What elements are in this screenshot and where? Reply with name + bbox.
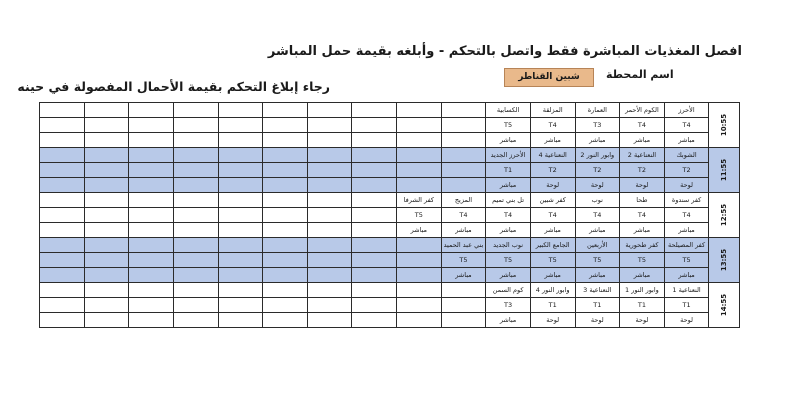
table-cell: مباشر xyxy=(530,268,575,283)
table-cell: مباشر xyxy=(664,223,709,238)
table-cell: T5 xyxy=(620,253,665,268)
table-cell: T4 xyxy=(620,208,665,223)
table-cell xyxy=(307,268,352,283)
table-cell xyxy=(441,118,486,133)
time-slot-cell xyxy=(709,238,740,283)
table-cell: مباشر xyxy=(575,268,620,283)
table-cell xyxy=(441,178,486,193)
table-cell: وابور النور 2 xyxy=(575,148,620,163)
table-cell: المزيج xyxy=(441,193,486,208)
table-cell xyxy=(263,103,308,118)
table-cell xyxy=(129,313,174,328)
table-cell xyxy=(263,238,308,253)
table-cell: كفر سندوة xyxy=(664,193,709,208)
table-row xyxy=(40,253,740,268)
table-cell xyxy=(307,118,352,133)
table-cell xyxy=(40,208,85,223)
table-cell xyxy=(307,193,352,208)
table-cell xyxy=(397,148,442,163)
table-cell xyxy=(129,178,174,193)
table-cell: T5 xyxy=(530,253,575,268)
table-cell xyxy=(352,223,397,238)
table-row xyxy=(40,103,740,118)
table-cell xyxy=(441,163,486,178)
table-cell xyxy=(84,133,129,148)
table-cell xyxy=(397,163,442,178)
table-cell xyxy=(218,118,263,133)
table-cell: كفر المصيلحة xyxy=(664,238,709,253)
table-cell: بني عبد الحميد xyxy=(441,238,486,253)
table-cell: مباشر xyxy=(575,223,620,238)
table-row xyxy=(40,268,740,283)
load-shedding-table xyxy=(39,102,740,328)
table-cell xyxy=(218,208,263,223)
table-cell xyxy=(40,178,85,193)
table-cell xyxy=(40,268,85,283)
table-cell xyxy=(352,268,397,283)
table-cell xyxy=(397,118,442,133)
table-cell xyxy=(129,268,174,283)
table-row xyxy=(40,313,740,328)
table-cell: T2 xyxy=(575,163,620,178)
table-cell xyxy=(84,238,129,253)
table-cell xyxy=(173,208,218,223)
table-cell: النعناعية 4 xyxy=(530,148,575,163)
table-cell xyxy=(173,253,218,268)
table-cell: T4 xyxy=(575,208,620,223)
table-cell xyxy=(352,193,397,208)
table-cell xyxy=(218,298,263,313)
table-cell xyxy=(352,313,397,328)
table-cell: T4 xyxy=(530,118,575,133)
table-cell xyxy=(40,298,85,313)
table-cell: كفر شبين xyxy=(530,193,575,208)
table-row xyxy=(40,118,740,133)
table-cell xyxy=(84,313,129,328)
table-cell xyxy=(129,103,174,118)
table-cell xyxy=(40,193,85,208)
table-cell: T2 xyxy=(664,163,709,178)
table-cell xyxy=(218,223,263,238)
table-cell: مباشر xyxy=(530,133,575,148)
table-cell xyxy=(218,163,263,178)
table-cell xyxy=(40,103,85,118)
table-cell xyxy=(307,223,352,238)
table-cell: النعناعية 3 xyxy=(575,283,620,298)
table-cell: T1 xyxy=(664,298,709,313)
table-cell: النعناعية 1 xyxy=(664,283,709,298)
table-cell xyxy=(173,163,218,178)
table-cell: الأحرز xyxy=(664,103,709,118)
table-row xyxy=(40,193,740,208)
table-row xyxy=(40,298,740,313)
table-cell xyxy=(84,208,129,223)
table-cell: T4 xyxy=(486,208,531,223)
time-slot-label: 13:55 xyxy=(720,248,729,272)
table-cell: لوحة xyxy=(620,313,665,328)
table-cell: الكسابية xyxy=(486,103,531,118)
table-cell xyxy=(129,118,174,133)
page-title: افصل المغذيات المباشرة فقط واتصل بالتحكم - وأبلغه بقيمة حمل المباشر xyxy=(267,44,742,59)
table-cell: نوب الجديد xyxy=(486,238,531,253)
table-cell: تل بني تميم xyxy=(486,193,531,208)
table-cell: وابور النور 1 xyxy=(620,283,665,298)
table-cell xyxy=(263,163,308,178)
table-cell: T4 xyxy=(664,208,709,223)
table-cell xyxy=(218,133,263,148)
table-cell xyxy=(307,103,352,118)
table-cell xyxy=(40,118,85,133)
table-cell xyxy=(40,163,85,178)
table-cell: العمارة xyxy=(575,103,620,118)
table-cell xyxy=(441,283,486,298)
table-cell: مباشر xyxy=(441,268,486,283)
table-cell: T5 xyxy=(441,253,486,268)
table-cell xyxy=(352,238,397,253)
time-slot-label: 14:55 xyxy=(720,293,729,317)
table-cell: T4 xyxy=(620,118,665,133)
table-cell xyxy=(352,163,397,178)
page-subtitle: رجاء إبلاغ التحكم بقيمة الأحمال المفصولة في حينه xyxy=(17,79,330,94)
table-cell: لوحة xyxy=(530,313,575,328)
table-cell xyxy=(307,163,352,178)
table-cell xyxy=(40,238,85,253)
table-cell xyxy=(173,133,218,148)
table-row xyxy=(40,148,740,163)
table-cell xyxy=(441,148,486,163)
table-cell xyxy=(129,298,174,313)
table-cell: T3 xyxy=(486,298,531,313)
table-cell xyxy=(40,133,85,148)
table-row xyxy=(40,283,740,298)
table-cell xyxy=(397,178,442,193)
table-cell xyxy=(84,148,129,163)
time-slot-label: 11:55 xyxy=(720,158,729,182)
table-cell: لوحة xyxy=(664,313,709,328)
table-cell xyxy=(441,103,486,118)
table-cell xyxy=(84,253,129,268)
table-cell xyxy=(263,178,308,193)
table-cell xyxy=(263,193,308,208)
table-cell xyxy=(218,313,263,328)
table-cell xyxy=(307,253,352,268)
table-cell: T5 xyxy=(664,253,709,268)
time-slot-label: 12:55 xyxy=(720,203,729,227)
table-cell xyxy=(84,268,129,283)
table-cell xyxy=(84,298,129,313)
table-cell: T1 xyxy=(530,298,575,313)
table-cell xyxy=(397,238,442,253)
table-cell xyxy=(173,238,218,253)
table-cell: مباشر xyxy=(486,133,531,148)
table-cell: الأربعين xyxy=(575,238,620,253)
table-cell xyxy=(263,253,308,268)
table-cell: مباشر xyxy=(486,268,531,283)
table-cell: كفر طحورية xyxy=(620,238,665,253)
table-row xyxy=(40,238,740,253)
table-cell xyxy=(397,283,442,298)
table-cell xyxy=(129,163,174,178)
table-cell: لوحة xyxy=(575,313,620,328)
table-cell: الأحرز الجديد xyxy=(486,148,531,163)
table-cell xyxy=(129,253,174,268)
table-cell: T5 xyxy=(486,253,531,268)
table-cell xyxy=(397,253,442,268)
table-cell xyxy=(84,178,129,193)
table-cell xyxy=(40,253,85,268)
table-cell: الكوم الأحمر xyxy=(620,103,665,118)
table-cell xyxy=(218,253,263,268)
table-cell xyxy=(307,238,352,253)
table-cell xyxy=(307,178,352,193)
table-cell: T3 xyxy=(575,118,620,133)
table-cell xyxy=(40,313,85,328)
table-cell xyxy=(173,118,218,133)
table-cell xyxy=(352,133,397,148)
table-cell xyxy=(218,268,263,283)
table-cell: مباشر xyxy=(486,313,531,328)
table-cell: T2 xyxy=(530,163,575,178)
table-cell xyxy=(173,268,218,283)
time-slot-cell xyxy=(709,103,740,148)
table-cell: مباشر xyxy=(620,268,665,283)
table-cell xyxy=(307,133,352,148)
table-cell: T1 xyxy=(486,163,531,178)
table-cell: كفر الشرفا xyxy=(397,193,442,208)
table-cell: طحا xyxy=(620,193,665,208)
table-cell xyxy=(173,298,218,313)
table-cell xyxy=(441,133,486,148)
table-cell xyxy=(263,148,308,163)
table-cell: لوحة xyxy=(664,178,709,193)
table-cell: T5 xyxy=(575,253,620,268)
table-cell xyxy=(263,268,308,283)
table-cell xyxy=(218,283,263,298)
time-slot-cell xyxy=(709,283,740,328)
table-cell xyxy=(263,223,308,238)
table-cell xyxy=(352,103,397,118)
table-cell: مباشر xyxy=(486,223,531,238)
table-cell xyxy=(352,178,397,193)
table-cell xyxy=(129,223,174,238)
table-cell xyxy=(84,283,129,298)
time-slot-cell xyxy=(709,148,740,193)
table-cell: مباشر xyxy=(620,133,665,148)
table-cell xyxy=(129,238,174,253)
table-cell: مباشر xyxy=(486,178,531,193)
table-cell xyxy=(397,268,442,283)
table-cell xyxy=(441,298,486,313)
table-cell xyxy=(307,298,352,313)
table-cell xyxy=(352,253,397,268)
table-cell xyxy=(263,298,308,313)
table-cell: T5 xyxy=(486,118,531,133)
table-cell xyxy=(263,283,308,298)
table-cell: T2 xyxy=(620,163,665,178)
table-cell xyxy=(84,223,129,238)
table-cell xyxy=(173,283,218,298)
table-cell xyxy=(84,163,129,178)
station-label: اسم المحطة xyxy=(606,68,674,81)
table-cell: مباشر xyxy=(664,133,709,148)
table-cell: المزلقة xyxy=(530,103,575,118)
table-cell xyxy=(218,103,263,118)
table-cell xyxy=(263,118,308,133)
table-cell xyxy=(397,133,442,148)
table-cell xyxy=(129,148,174,163)
table-cell: T4 xyxy=(441,208,486,223)
table-cell: مباشر xyxy=(441,223,486,238)
station-name-box: شبين القناطر xyxy=(504,68,594,87)
table-cell xyxy=(352,118,397,133)
table-cell xyxy=(218,238,263,253)
table-cell xyxy=(397,298,442,313)
table-cell: T5 xyxy=(397,208,442,223)
table-row xyxy=(40,178,740,193)
table-cell xyxy=(40,148,85,163)
time-slot-cell xyxy=(709,193,740,238)
table-cell xyxy=(173,178,218,193)
table-cell xyxy=(84,118,129,133)
table-cell xyxy=(263,208,308,223)
table-cell xyxy=(173,103,218,118)
table-cell: لوحة xyxy=(620,178,665,193)
table-cell: مباشر xyxy=(575,133,620,148)
table-cell xyxy=(352,298,397,313)
table-cell: T1 xyxy=(620,298,665,313)
table-cell xyxy=(129,193,174,208)
table-cell xyxy=(352,208,397,223)
table-cell xyxy=(40,283,85,298)
table-cell xyxy=(173,223,218,238)
table-row xyxy=(40,133,740,148)
table-cell xyxy=(173,193,218,208)
table-cell: مباشر xyxy=(530,223,575,238)
table-cell xyxy=(173,148,218,163)
table-cell: مباشر xyxy=(620,223,665,238)
table-cell: T4 xyxy=(530,208,575,223)
table-cell: لوحة xyxy=(530,178,575,193)
table-cell xyxy=(40,223,85,238)
table-cell xyxy=(441,313,486,328)
table-row xyxy=(40,163,740,178)
table-cell xyxy=(129,133,174,148)
table-cell xyxy=(173,313,218,328)
table-cell xyxy=(397,103,442,118)
table-row xyxy=(40,223,740,238)
table-cell xyxy=(307,313,352,328)
table-cell: T4 xyxy=(664,118,709,133)
table-cell xyxy=(84,193,129,208)
table-cell xyxy=(218,148,263,163)
time-slot-label: 10:55 xyxy=(720,113,729,137)
table-cell xyxy=(263,313,308,328)
table-cell xyxy=(84,103,129,118)
table-cell xyxy=(352,148,397,163)
table-cell: لوحة xyxy=(575,178,620,193)
table-cell xyxy=(397,313,442,328)
table-cell xyxy=(129,283,174,298)
table-cell xyxy=(307,208,352,223)
table-cell xyxy=(307,283,352,298)
table-cell: الشوبك xyxy=(664,148,709,163)
table-cell xyxy=(352,283,397,298)
table-cell xyxy=(218,193,263,208)
table-cell: مباشر xyxy=(397,223,442,238)
table-cell: النعناعية 2 xyxy=(620,148,665,163)
table-cell xyxy=(263,133,308,148)
table-cell: الجامع الكبير xyxy=(530,238,575,253)
table-cell xyxy=(129,208,174,223)
table-cell: مباشر xyxy=(664,268,709,283)
table-cell: وابور النور 4 xyxy=(530,283,575,298)
table-cell: نوب xyxy=(575,193,620,208)
table-cell xyxy=(307,148,352,163)
table-cell: T1 xyxy=(575,298,620,313)
table-cell xyxy=(218,178,263,193)
table-cell: كوم السمن xyxy=(486,283,531,298)
table-row xyxy=(40,208,740,223)
